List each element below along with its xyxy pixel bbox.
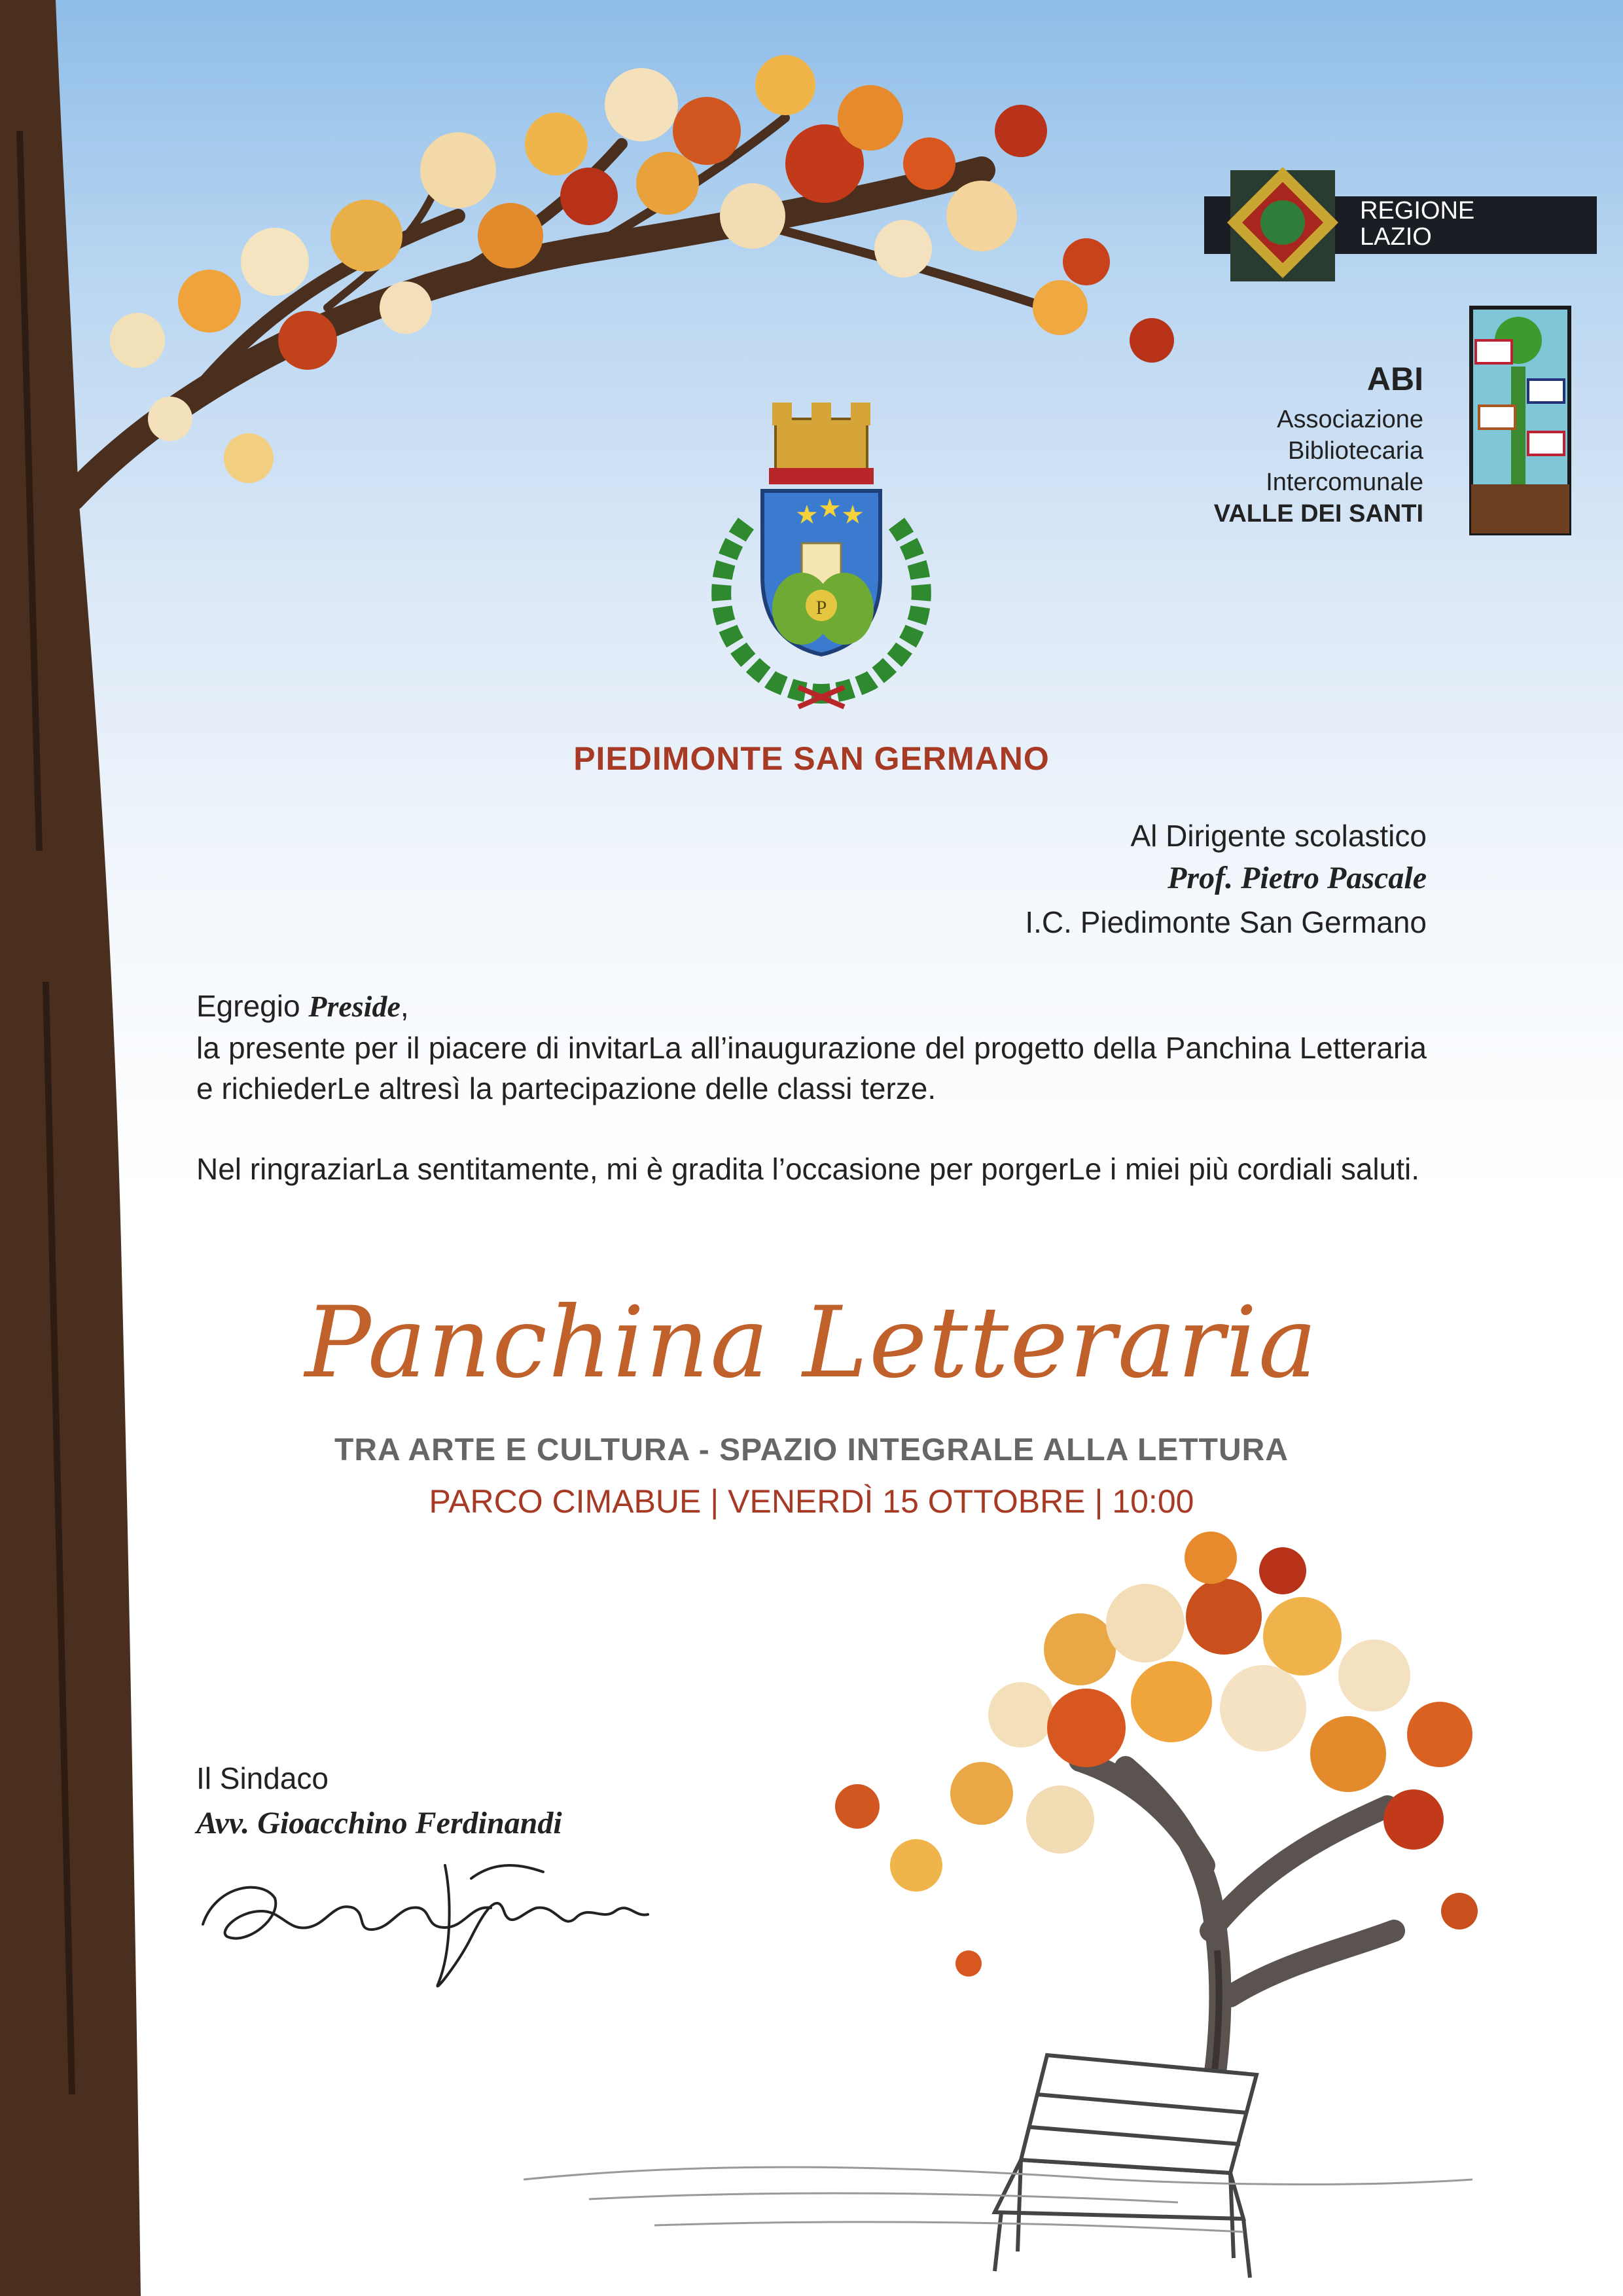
regione-line1: REGIONE [1360, 197, 1475, 224]
svg-text:★: ★ [795, 501, 819, 529]
greeting-title: Preside [308, 990, 401, 1023]
letter-paragraph-2: Nel ringraziarLa sentitamente, mi è gradita l’occasione per porgerLe i miei più cordiali saluti. [196, 1152, 1420, 1186]
bench [995, 2055, 1257, 2278]
abi-title: ABI [1366, 361, 1423, 397]
greeting-text: Egregio [196, 989, 309, 1023]
svg-text:★: ★ [818, 494, 842, 523]
greeting [196, 988, 409, 1024]
signature-scribble [203, 1865, 648, 1986]
abi-line3: Intercomunale [1266, 469, 1423, 496]
regione-lazio-label [1360, 198, 1474, 250]
abi-line2: Bibliotecaria [1288, 437, 1423, 465]
comune-name: PIEDIMONTE SAN GERMANO [573, 740, 1050, 777]
comune-crest [721, 403, 921, 707]
greeting-comma: , [400, 989, 409, 1023]
event-subtitle: TRA ARTE E CULTURA - SPAZIO INTEGRALE ALLA LETTURA [334, 1433, 1289, 1467]
signature-name: Avv. Gioacchino Ferdinandi [196, 1806, 562, 1840]
crest-letter: P [815, 597, 827, 619]
letter-paragraph-1: la presente per il piacere di invitarLa all’inaugurazione del progetto della Panchina Letteraria e richiederLe altresì la partecipazione delle classi terze. [196, 1031, 1427, 1105]
recipient-name: Prof. Pietro Pascale [1168, 861, 1427, 895]
signature-role: Il Sindaco [196, 1761, 329, 1795]
event-details: PARCO CIMABUE | VENERDÌ 15 OTTOBRE | 10:00 [429, 1483, 1194, 1520]
event-title: Panchina Letteraria [304, 1286, 1319, 1400]
branch-leaves [110, 55, 1174, 483]
recipient-role: Al Dirigente scolastico [1130, 819, 1427, 853]
abi-line4: VALLE DEI SANTI [1213, 500, 1423, 528]
abi-logo [1471, 308, 1569, 533]
ground-shadow [524, 2167, 1472, 2232]
regione-line2: LAZIO [1360, 223, 1432, 251]
abi-line1: Associazione [1277, 406, 1423, 433]
recipient-school: I.C. Piedimonte San Germano [1025, 905, 1427, 939]
svg-text:★: ★ [841, 501, 865, 529]
